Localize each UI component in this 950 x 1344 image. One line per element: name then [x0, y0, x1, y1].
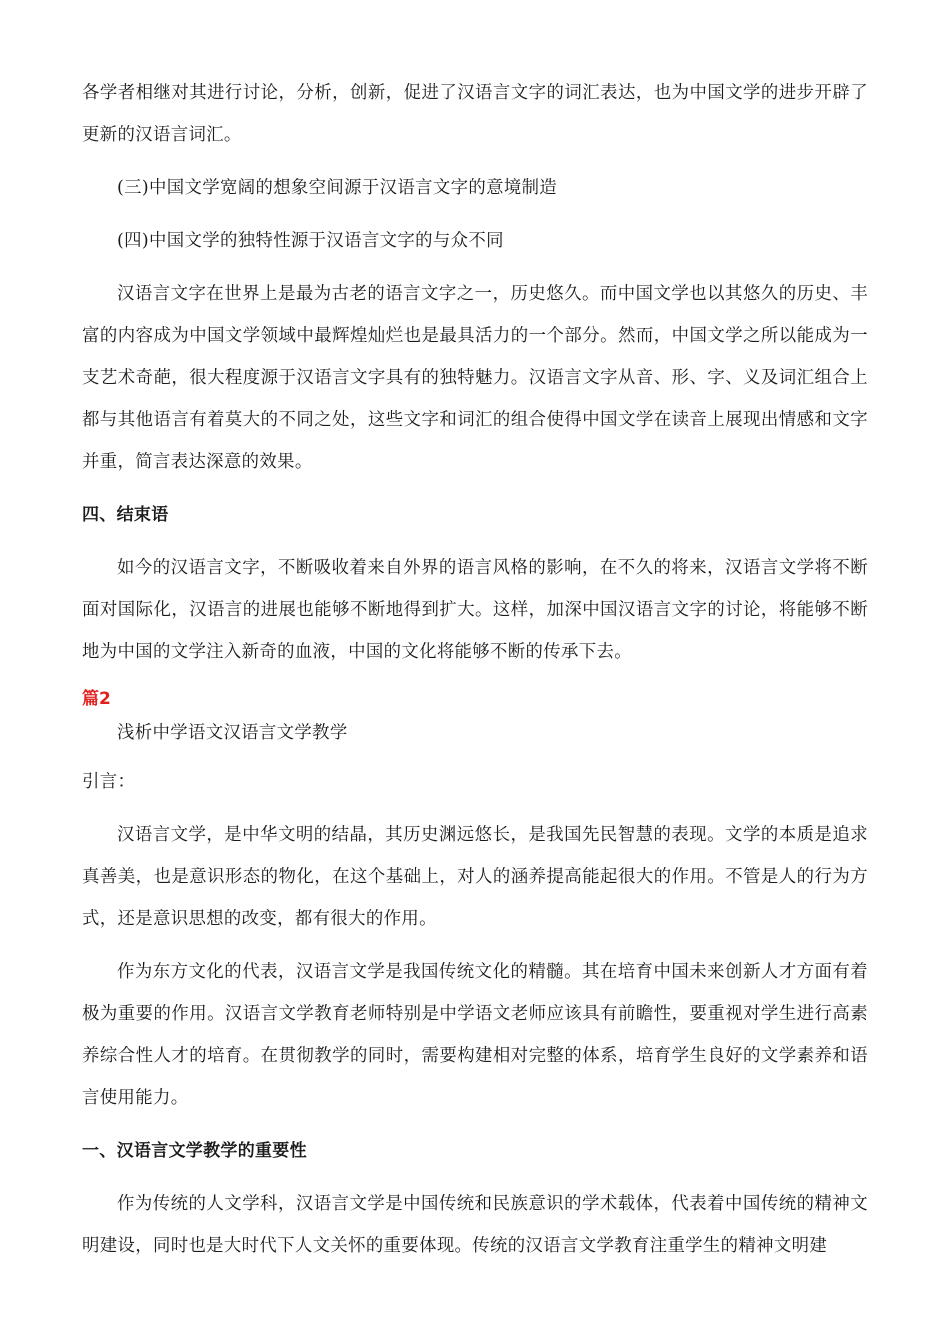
subsection-heading-4: (四)中国文学的独特性源于汉语言文字的与众不同 — [117, 231, 504, 251]
paragraph-continuation: 各学者相继对其进行讨论，分析，创新，促进了汉语言文字的词汇表达，也为中国文学的进步开辟了更新的汉语言词汇。 — [82, 83, 868, 145]
paragraph-body: 汉语言文字在世界上是最为古老的语言文字之一，历史悠久。而中国文学也以其悠久的历史、丰富的内容成为中国文学领域中最辉煌灿烂也是最具活力的一个部分。然而，中国文学之所以能成为一支艺术奇葩，很大程度源于汉语言文字具有的独特魅力。汉语言文字从音、形、字、义及词汇组合上都与其他语言有着莫大的不同之处，这些文字和词汇的组合使得中国文学在读音上展现出情感和文字并重，简言表达深意的效果。 — [82, 284, 868, 472]
paragraph-body: 作为东方文化的代表，汉语言文学是我国传统文化的精髓。其在培育中国未来创新人才方面有着极为重要的作用。汉语言文学教育老师特别是中学语文老师应该具有前瞻性，要重视对学生进行高素养综合性人才的培育。在贯彻教学的同时，需要构建相对完整的体系，培育学生良好的文学素养和语言使用能力。 — [82, 962, 868, 1108]
section-heading-conclusion: 四、结束语 — [82, 505, 169, 525]
paragraph-body: 汉语言文学，是中华文明的结晶，其历史渊远悠长，是我国先民智慧的表现。文学的本质是追求真善美，也是意识形态的物化，在这个基础上，对人的涵养提高能起很大的作用。不管是人的行为方式，还是意识思想的改变，都有很大的作用。 — [82, 825, 868, 929]
section-heading-importance: 一、汉语言文学教学的重要性 — [82, 1141, 307, 1161]
paragraph-body: 如今的汉语言文字，不断吸收着来自外界的语言风格的影响，在不久的将来，汉语言文学将不断面对国际化，汉语言的进展也能够不断地得到扩大。这样，加深中国汉语言文字的讨论，将能够不断地为中国的文学注入新奇的血液，中国的文化将能够不断的传承下去。 — [82, 558, 868, 662]
article-title: 浅析中学语文汉语言文学教学 — [117, 723, 348, 743]
paragraph-body: 作为传统的人文学科，汉语言文学是中国传统和民族意识的学术载体，代表着中国传统的精神文明建设，同时也是大时代下人文关怀的重要体现。传统的汉语言文学教育注重学生的精神文明建 — [82, 1194, 868, 1256]
subsection-heading-3: (三)中国文学宽阔的想象空间源于汉语言文字的意境制造 — [117, 178, 558, 198]
intro-label: 引言： — [82, 772, 136, 792]
article-number-label: 篇2 — [82, 689, 111, 709]
document-page — [82, 72, 868, 1278]
